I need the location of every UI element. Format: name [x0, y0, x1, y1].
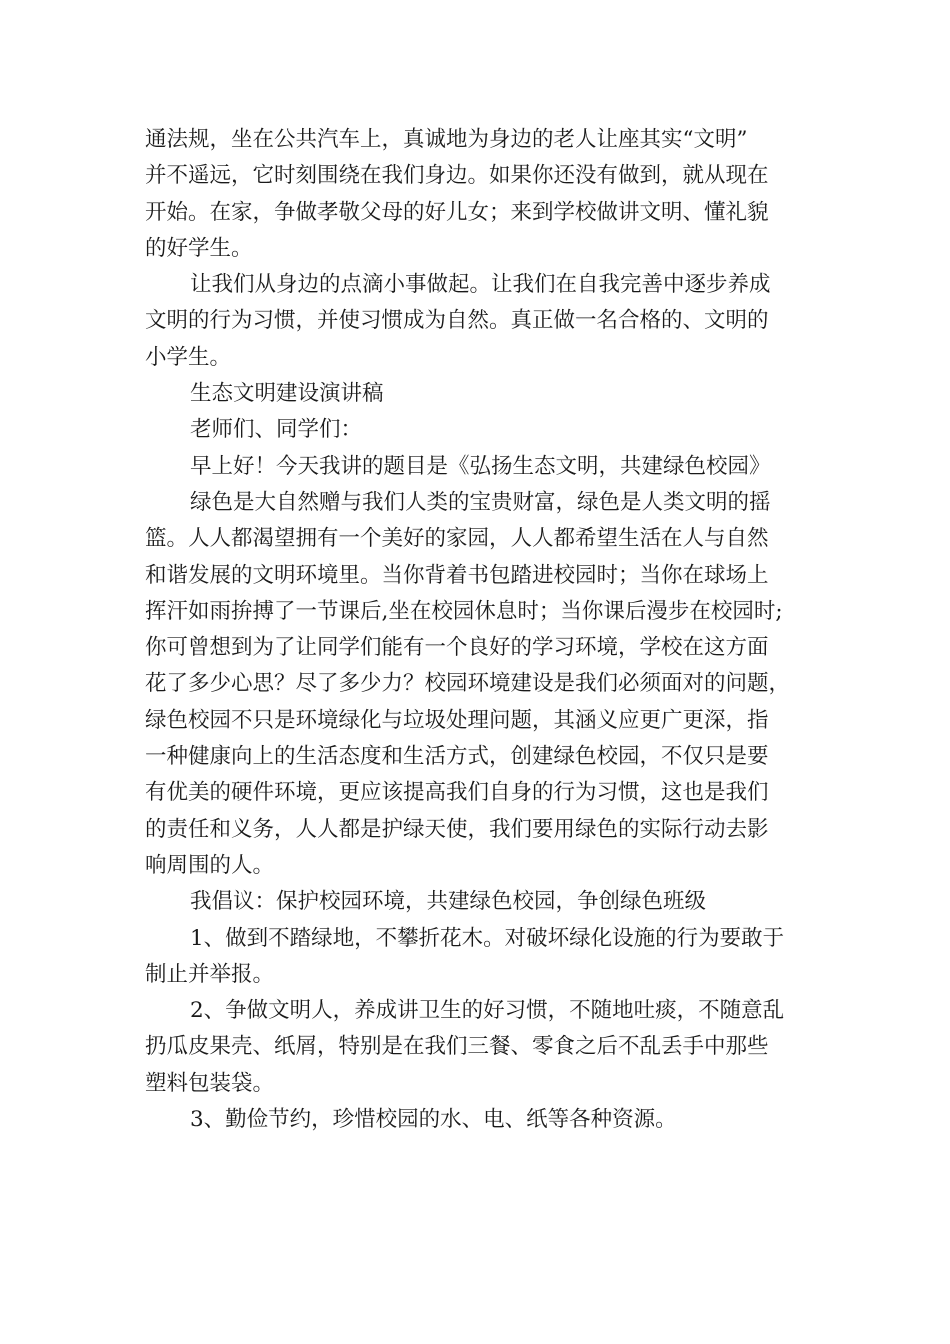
text-line: 篮。人人都渴望拥有一个美好的家园，人人都希望生活在人与自然	[145, 526, 769, 552]
text-line: 1、做到不踏绿地，不攀折花木。对破坏绿化设施的行为要敢于	[190, 925, 785, 951]
text-line: 生态文明建设演讲稿	[190, 381, 384, 407]
text-line: 花了多少心思？尽了多少力？校园环境建设是我们必须面对的问题，	[145, 671, 791, 697]
text-line: 通法规，坐在公共汽车上，真诚地为身边的老人让座其实“文明”	[145, 127, 748, 152]
paragraph	[145, 1102, 805, 1138]
text-line: 扔瓜皮果壳、纸屑，特别是在我们三餐、零食之后不乱丢手中那些	[145, 1034, 769, 1060]
text-line: 2、争做文明人，养成讲卫生的好习惯，不随地吐痰，不随意乱	[190, 998, 785, 1024]
text-line: 我倡议：保护校园环境，共建绿色校园，争创绿色班级	[190, 889, 707, 915]
text-line: 的好学生。	[145, 235, 253, 261]
document-page	[145, 122, 805, 1138]
text-line: 制止并举报。	[145, 961, 275, 987]
text-line: 的责任和义务，人人都是护绿天使，我们要用绿色的实际行动去影	[145, 816, 769, 842]
text-line: 3、勤俭节约，珍惜校园的水、电、纸等各种资源。	[190, 1107, 677, 1133]
text-line: 绿色是大自然赠与我们人类的宝贵财富，绿色是人类文明的摇	[190, 489, 771, 515]
text-line: 开始。在家，争做孝敬父母的好儿女；来到学校做讲文明、懂礼貌	[145, 199, 769, 225]
paragraph	[145, 993, 805, 1102]
paragraph	[145, 449, 805, 485]
text-line: 响周围的人。	[145, 852, 275, 878]
paragraph	[145, 376, 805, 412]
paragraph	[145, 267, 805, 376]
paragraph	[145, 122, 805, 267]
text-line: 早上好！今天我讲的题目是《弘扬生态文明，共建绿色校园》	[190, 453, 771, 479]
paragraph	[145, 884, 805, 920]
text-line: 你可曾想到为了让同学们能有一个良好的学习环境，学校在这方面	[145, 635, 769, 661]
text-line: 挥汗如雨拚搏了一节课后,坐在校园休息时；当你课后漫步在校园时;	[145, 598, 783, 624]
paragraph	[145, 921, 805, 994]
text-line: 和谐发展的文明环境里。当你背着书包踏进校园时；当你在球场上	[145, 562, 769, 588]
text-line: 小学生。	[145, 344, 232, 370]
paragraph	[145, 485, 805, 884]
text-line: 塑料包装袋。	[145, 1070, 275, 1096]
text-line: 一种健康向上的生活态度和生活方式，创建绿色校园，不仅只是要	[145, 744, 769, 770]
text-line: 老师们、同学们：	[190, 417, 363, 443]
text-line: 并不遥远，它时刻围绕在我们身边。如果你还没有做到，就从现在	[145, 163, 769, 189]
paragraph	[145, 412, 805, 448]
text-line: 文明的行为习惯，并使习惯成为自然。真正做一名合格的、文明的	[145, 308, 769, 334]
text-line: 让我们从身边的点滴小事做起。让我们在自我完善中逐步养成	[190, 272, 771, 298]
text-line: 绿色校园不只是环境绿化与垃圾处理问题，其涵义应更广更深，指	[145, 707, 769, 733]
text-line: 有优美的硬件环境，更应该提高我们自身的行为习惯，这也是我们	[145, 780, 769, 806]
